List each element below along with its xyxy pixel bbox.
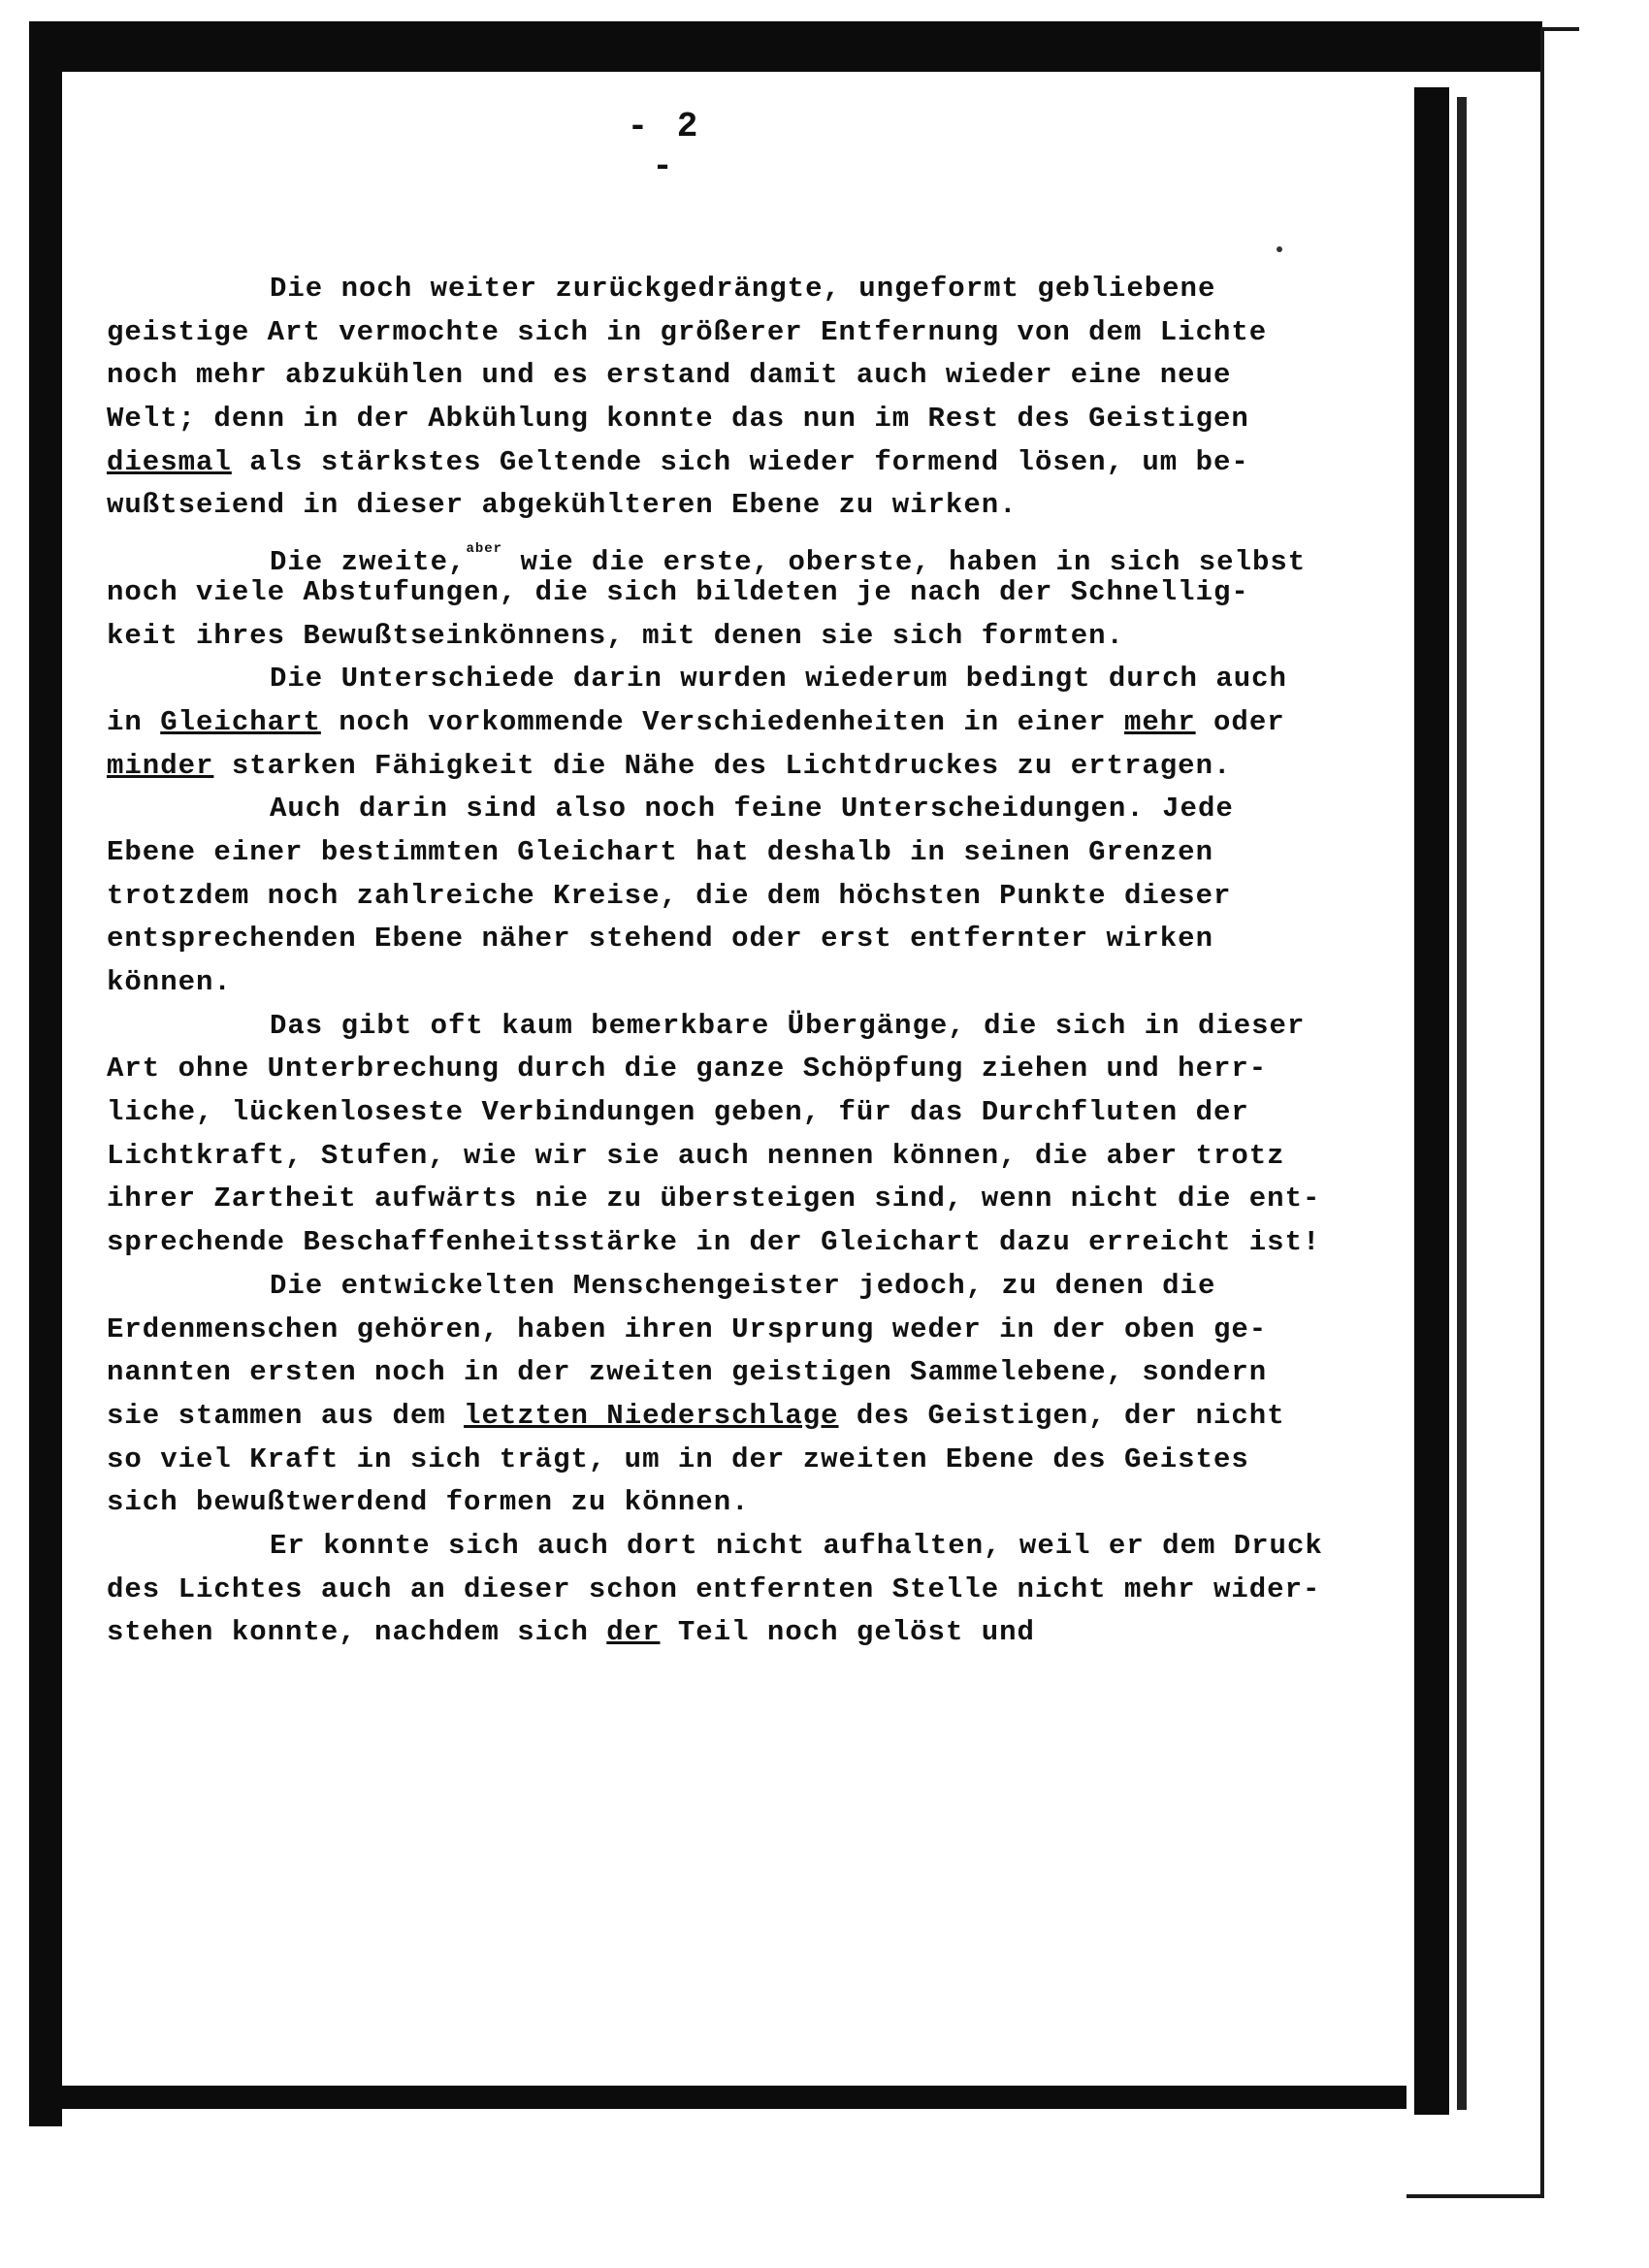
text-line xyxy=(107,745,1368,789)
text-line: keit ihres Bewußtseinkönnens, mit denen sie sich formten. xyxy=(107,619,1124,652)
text-segment: wie die erste, oberste, haben in sich selbst xyxy=(502,546,1307,579)
text-segment: oder xyxy=(1195,705,1285,738)
text-segment: in xyxy=(107,705,161,738)
handwritten-insertion: aber xyxy=(466,541,503,558)
text-segment: sie stammen aus dem xyxy=(107,1399,465,1432)
text-line: Die noch weiter zurückgedrängte, ungeformt gebliebene xyxy=(270,273,1216,305)
document-body xyxy=(107,268,1368,1655)
underlined-phrase: letzten Niederschlage xyxy=(464,1399,839,1432)
text-line: liche, lückenloseste Verbindungen geben, für das Durchfluten der xyxy=(107,1096,1249,1129)
scan-border-right-top xyxy=(1540,27,1579,31)
text-line xyxy=(107,701,1368,745)
text-line xyxy=(107,528,1368,579)
text-line: so viel Kraft in sich trägt, um in der zweiten Ebene des Geistes xyxy=(107,1442,1249,1475)
underlined-word: minder xyxy=(107,749,214,782)
text-segment: stehen konnte, nachdem sich xyxy=(107,1616,607,1649)
text-line: sprechende Beschaffenheitsstärke in der Gleichart dazu erreicht ist! xyxy=(107,1226,1321,1259)
text-line: Erdenmenschen gehören, haben ihren Ursprung weder in der oben ge- xyxy=(107,1312,1268,1345)
text-line: wußtseiend in dieser abgekühlteren Ebene zu wirken. xyxy=(107,489,1018,522)
scan-border-left xyxy=(29,21,62,2126)
text-segment: starken Fähigkeit die Nähe des Lichtdruckes zu ertragen. xyxy=(213,749,1232,782)
text-line: Ebene einer bestimmten Gleichart hat deshalb in seinen Grenzen xyxy=(107,835,1213,868)
text-segment: Die zweite, xyxy=(270,546,467,579)
underlined-word: diesmal xyxy=(107,445,232,478)
page-number: - 2 - xyxy=(627,107,702,186)
text-line: Welt; denn in der Abkühlung konnte das nun im Rest des Geistigen xyxy=(107,403,1249,436)
scan-speck xyxy=(1277,246,1282,252)
text-line: Das gibt oft kaum bemerkbare Übergänge, die sich in dieser xyxy=(270,1009,1306,1042)
text-line: noch mehr abzukühlen und es erstand damit auch wieder eine neue xyxy=(107,359,1232,392)
text-segment: Teil noch gelöst und xyxy=(660,1616,1035,1649)
text-line: können. xyxy=(107,966,232,998)
text-line xyxy=(107,441,1368,485)
text-line: des Lichtes auch an dieser schon entfernten Stelle nicht mehr wider- xyxy=(107,1572,1321,1605)
scan-border-right-bottom xyxy=(1406,2194,1544,2198)
text-segment: des Geistigen, der nicht xyxy=(838,1399,1285,1432)
scan-border-right-outer xyxy=(1540,27,1544,2195)
text-line: Die Unterschiede darin wurden wiederum bedingt durch auch xyxy=(270,663,1287,696)
underlined-word: mehr xyxy=(1124,705,1196,738)
text-line: entsprechenden Ebene näher stehend oder erst entfernter wirken xyxy=(107,923,1213,956)
text-line: geistige Art vermochte sich in größerer Entfernung von dem Lichte xyxy=(107,315,1268,348)
text-line: trotzdem noch zahlreiche Kreise, die dem höchsten Punkte dieser xyxy=(107,879,1232,912)
scan-border-bottom xyxy=(48,2086,1406,2109)
text-line: Die entwickelten Menschengeister jedoch, zu denen die xyxy=(270,1269,1216,1302)
underlined-word: der xyxy=(606,1616,661,1649)
text-segment: noch vorkommende Verschiedenheiten in einer xyxy=(320,705,1124,738)
underlined-word: Gleichart xyxy=(160,705,321,738)
text-line: Er konnte sich auch dort nicht aufhalten, weil er dem Druck xyxy=(270,1529,1323,1562)
scan-border-right-inner xyxy=(1457,97,1467,2110)
text-line: ihrer Zartheit aufwärts nie zu übersteigen sind, wenn nicht die ent- xyxy=(107,1183,1321,1215)
text-line: sich bewußtwerdend formen zu können. xyxy=(107,1486,750,1519)
text-line: nannten ersten noch in der zweiten geistigen Sammelebene, sondern xyxy=(107,1356,1268,1389)
text-line: Art ohne Unterbrechung durch die ganze Schöpfung ziehen und herr- xyxy=(107,1053,1268,1085)
text-line xyxy=(107,1611,1368,1655)
text-line: noch viele Abstufungen, die sich bildeten je nach der Schnellig- xyxy=(107,575,1249,608)
text-line: Lichtkraft, Stufen, wie wir sie auch nennen können, die aber trotz xyxy=(107,1139,1285,1172)
text-segment: als stärkstes Geltende sich wieder formend lösen, um be- xyxy=(231,445,1249,478)
text-line: Auch darin sind also noch feine Unterscheidungen. Jede xyxy=(270,793,1234,826)
text-line xyxy=(107,1395,1368,1439)
scan-border-top xyxy=(29,21,1542,72)
scan-border-right xyxy=(1414,87,1449,2115)
